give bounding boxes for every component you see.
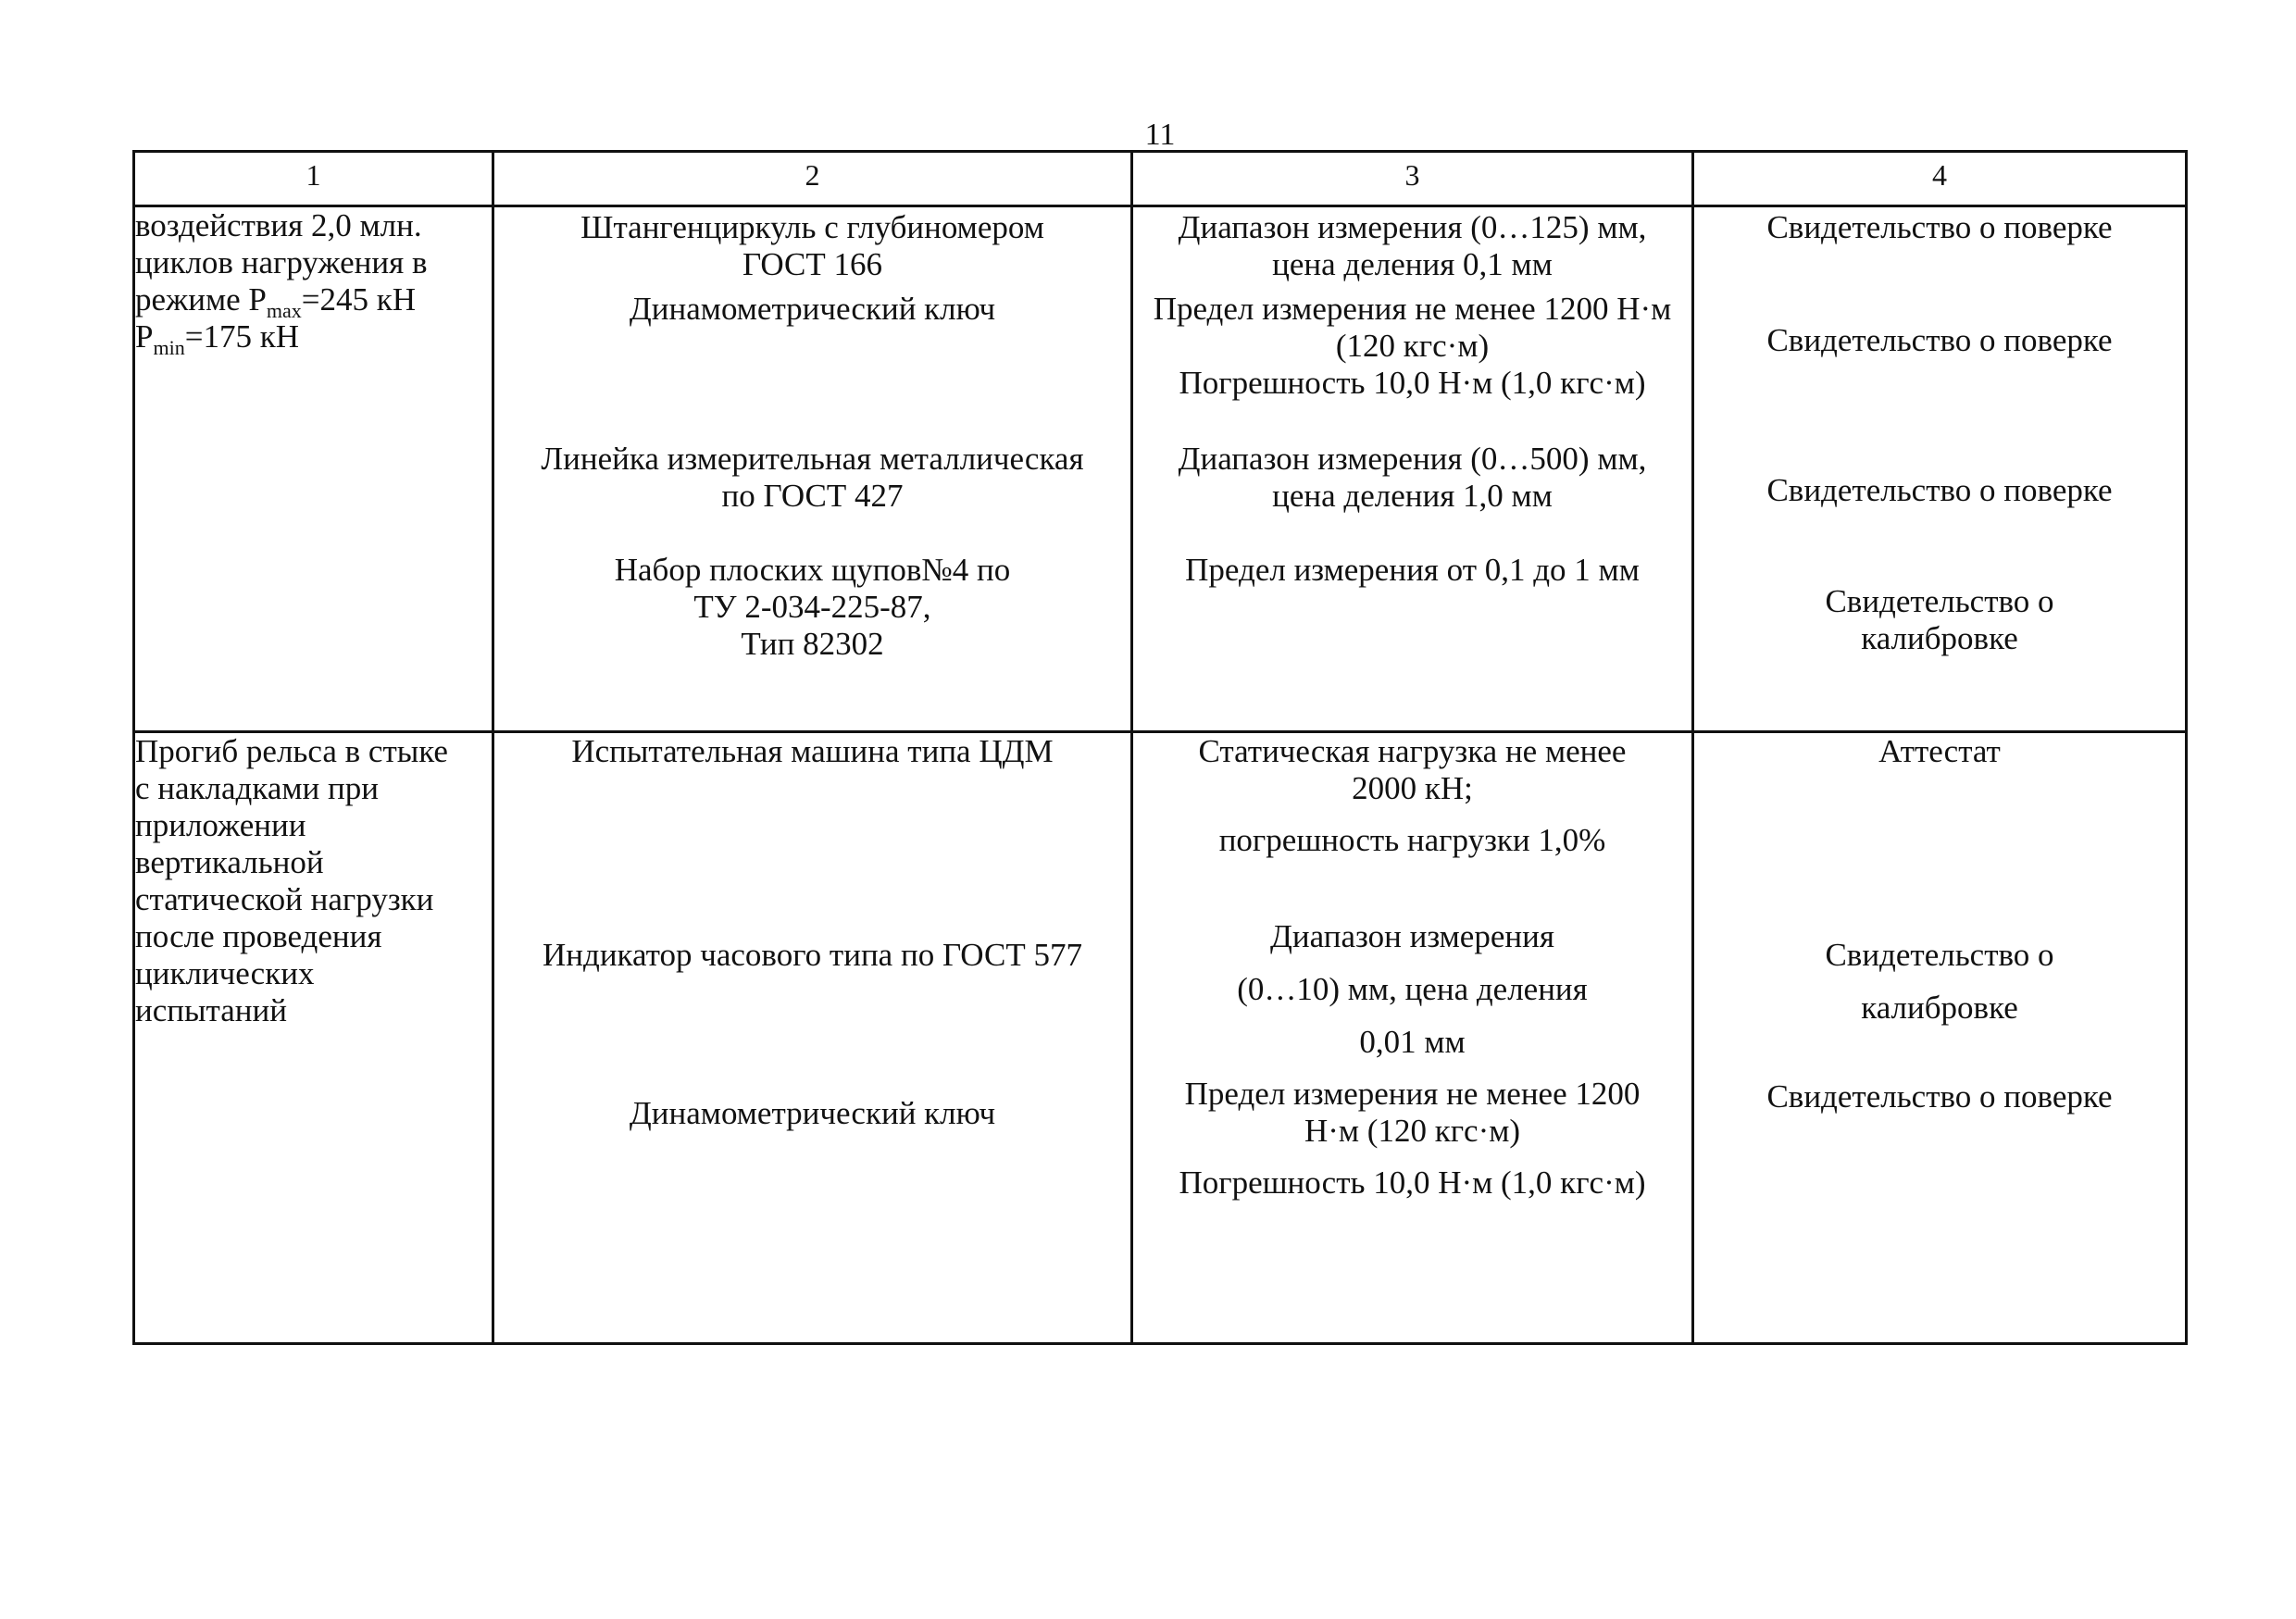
parameter-line: после проведения xyxy=(135,918,382,954)
instrument-entry: Штангенциркуль с глубиномером ГОСТ 166 xyxy=(580,209,1044,282)
characteristic-entry: Статическая нагрузка не менее 2000 кН; погрешность нагрузки 1,0% xyxy=(1198,733,1627,858)
instrument-entry: Динамометрический ключ xyxy=(629,1095,996,1131)
instrument-entry: Испытательная машина типа ЦДМ xyxy=(571,733,1054,769)
parameter-line: статической нагрузки xyxy=(135,881,434,917)
parameter-line: испытаний xyxy=(135,992,287,1028)
instrument-cell xyxy=(493,206,1132,732)
parameter-line: режиме $P_{max}=245$ кН xyxy=(135,281,417,322)
parameter-line: циклов нагружения в xyxy=(135,244,428,280)
characteristic-cell xyxy=(1132,732,1693,1344)
document-cell xyxy=(1693,206,2187,732)
table-header-row xyxy=(134,152,2187,206)
parameter-line: воздействия 2,0 млн. xyxy=(135,207,422,243)
document-entry: Свидетельство о калибровке xyxy=(1825,583,2054,656)
table-row xyxy=(134,206,2187,732)
characteristic-entry: Диапазон измерения (0…500) мм, цена деления 1,0 мм xyxy=(1178,441,1647,514)
parameter-line: Прогиб рельса в стыке xyxy=(135,733,448,769)
characteristic-cell xyxy=(1132,206,1693,732)
instrument-entry: Динамометрический ключ xyxy=(629,291,996,327)
parameter-line: циклических xyxy=(135,955,315,991)
characteristic-entry: Диапазон измерения (0…125) мм, цена деления 0,1 мм xyxy=(1178,209,1647,282)
equipment-table xyxy=(132,150,2188,1345)
table-row xyxy=(134,732,2187,1344)
characteristic-entry: Предел измерения не менее 1200 Н·м (120 кгс·м) Погрешность 10,0 Н·м (1,0 кгс·м) xyxy=(1153,291,1672,401)
parameter-line: $P_{min}=175$ кН xyxy=(135,318,299,359)
header-cell-3: 3 xyxy=(1132,152,1693,206)
parameter-cell xyxy=(134,206,493,732)
parameter-line: приложении xyxy=(135,807,306,843)
instrument-entry: Набор плоских щупов№4 по ТУ 2-034-225-87, Тип 82302 xyxy=(614,552,1011,662)
header-cell-1: 1 xyxy=(134,152,493,206)
characteristic-entry: Диапазон измерения (0…10) мм, цена деления 0,01 мм xyxy=(1237,918,1588,1060)
instrument-entry: Линейка измерительная металлическая по ГОСТ 427 xyxy=(541,441,1084,514)
document-entry: Свидетельство о поверке xyxy=(1766,1078,2113,1115)
document-cell xyxy=(1693,732,2187,1344)
instrument-entry: Индикатор часового типа по ГОСТ 577 xyxy=(543,937,1082,973)
parameter-cell xyxy=(134,732,493,1344)
document-entry: Свидетельство о поверке xyxy=(1766,322,2113,358)
document-entry: Свидетельство о поверке xyxy=(1766,209,2113,245)
document-entry: Аттестат xyxy=(1878,733,2001,769)
document-entry: Свидетельство о поверке xyxy=(1766,472,2113,508)
parameter-line: вертикальной xyxy=(135,844,324,880)
characteristic-entry: Предел измерения от 0,1 до 1 мм xyxy=(1185,552,1640,588)
instrument-cell xyxy=(493,732,1132,1344)
parameter-line: с накладками при xyxy=(135,770,379,806)
header-cell-2: 2 xyxy=(493,152,1132,206)
document-entry: Свидетельство о калибровке xyxy=(1825,937,2054,1026)
characteristic-entry: Предел измерения не менее 1200 Н·м (120 кгс·м) Погрешность 10,0 Н·м (1,0 кгс·м) xyxy=(1179,1076,1646,1201)
page-number: 11 xyxy=(1144,118,1176,152)
header-cell-4: 4 xyxy=(1693,152,2187,206)
